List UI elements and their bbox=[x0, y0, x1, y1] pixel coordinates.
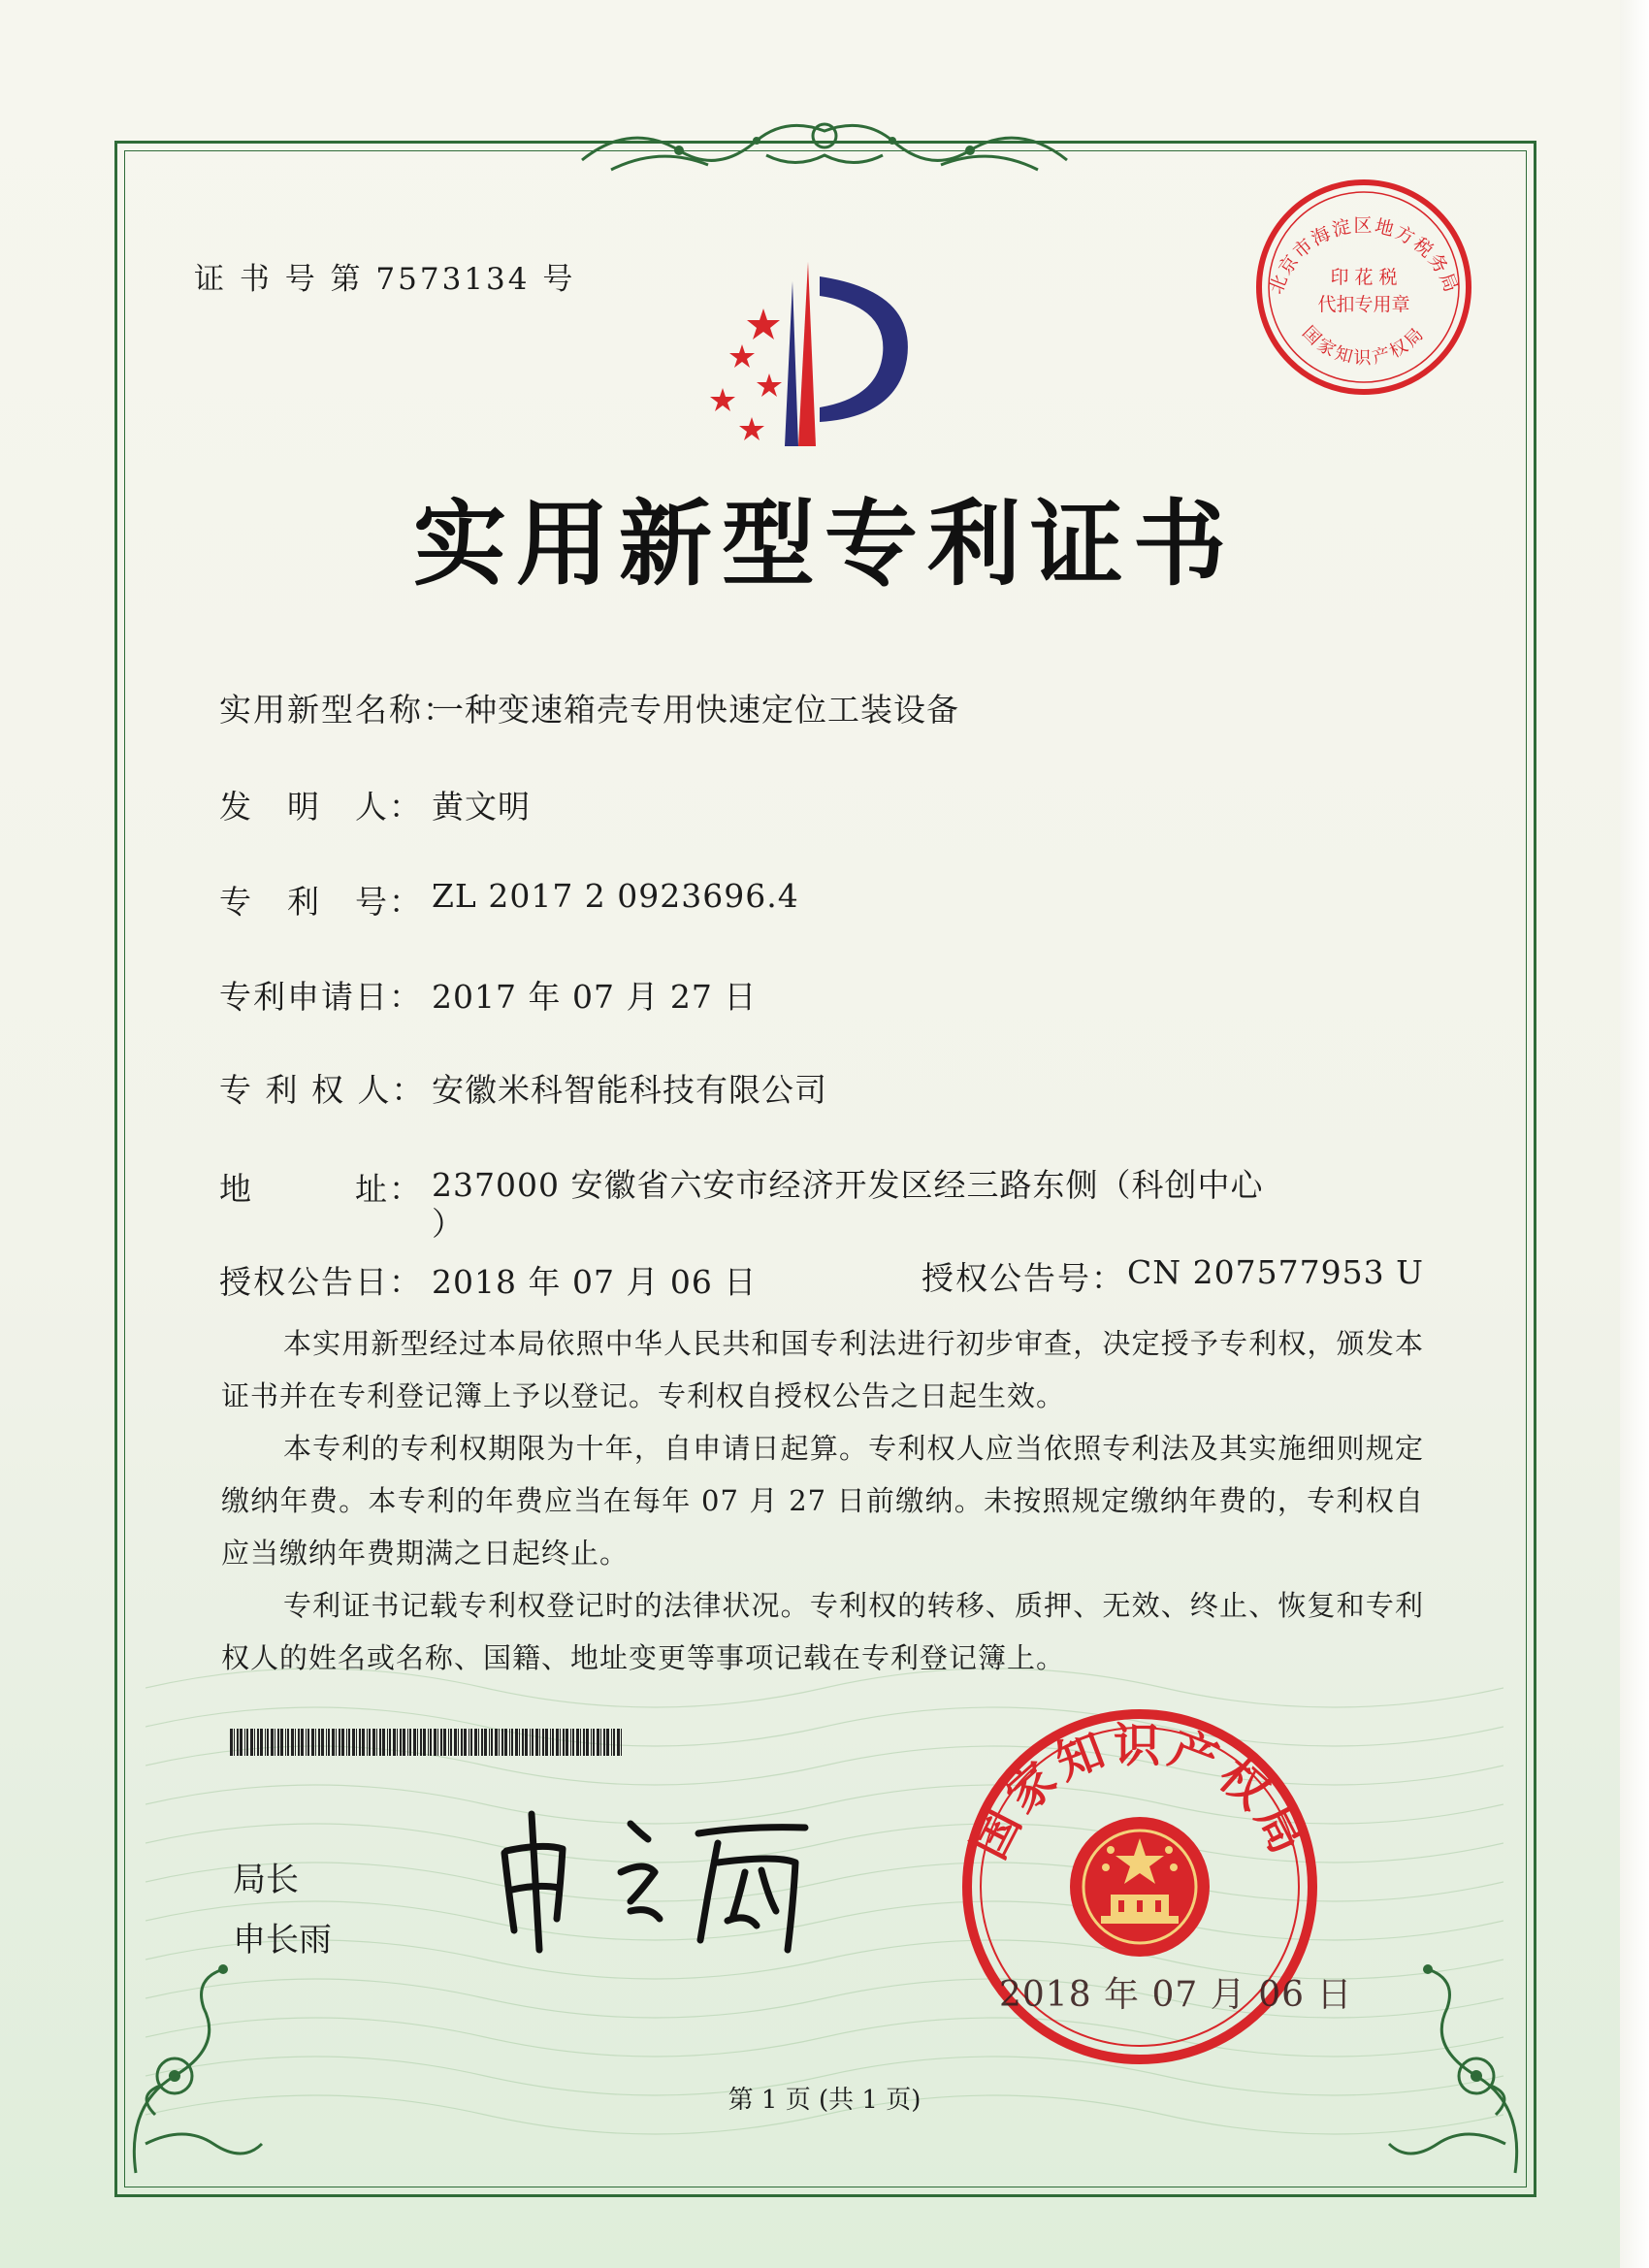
field-value-announcement-number: CN 207577953 U bbox=[1127, 1253, 1424, 1291]
field-label-inventor: 发 明 人： bbox=[219, 788, 423, 826]
field-label-name: 实用新型名称： bbox=[219, 691, 457, 729]
field-value-address-line2: ） bbox=[432, 1205, 465, 1243]
svg-text:国家知识产权局 bbox=[1298, 322, 1430, 368]
field-value-application-date: 2017 年 07 月 27 日 bbox=[432, 978, 758, 1016]
seal-date: 2018 年 07 月 06 日 bbox=[999, 1975, 1353, 2015]
field-value-inventor: 黄文明 bbox=[432, 788, 531, 826]
field-label-address: 地 址： bbox=[219, 1170, 423, 1208]
page-number: 第 1 页 (共 1 页) bbox=[728, 2086, 922, 2115]
field-label-patentee: 专 利 权 人： bbox=[219, 1071, 426, 1109]
tax-stamp-outer-text: 北京市海淀区地方税务局 bbox=[1265, 214, 1463, 298]
paragraph-legal-status: 专利证书记载专利权登记时的法律状况。专利权的转移、质押、无效、终止、恢复和专利权人的姓名或名称、国籍、地址变更等事项记载在专利登记簿上。 bbox=[221, 1589, 1424, 1674]
tax-stamp bbox=[1251, 175, 1476, 400]
official-seal-text: 国家知识产权局 bbox=[961, 1718, 1318, 1868]
director-signature bbox=[485, 1804, 854, 1960]
tax-stamp-line1: 印 花 税 bbox=[1330, 267, 1398, 288]
tax-stamp-line2: 代扣专用章 bbox=[1317, 294, 1410, 315]
bottom-left-ornament bbox=[116, 1950, 281, 2183]
tax-stamp-bottom-text: 国家知识产权局 bbox=[1298, 322, 1430, 369]
field-value-address: 237000 安徽省六安市经济开发区经三路东侧（科创中心 bbox=[432, 1166, 1264, 1204]
paper-edge bbox=[1620, 0, 1649, 2268]
paragraph-term: 本专利的专利权期限为十年，自申请日起算。专利权人应当依照专利法及其实施细则规定缴纳年费。本专利的年费应当在每年 07 月 27 日前缴纳。未按照规定缴纳年费的，专利权自应当缴纳年费期满之日起终止。 bbox=[221, 1432, 1424, 1570]
bottom-right-ornament bbox=[1370, 1950, 1535, 2183]
director-title: 局长 bbox=[233, 1861, 299, 1899]
field-value-grant-date: 2018 年 07 月 06 日 bbox=[432, 1263, 758, 1301]
national-emblem bbox=[1070, 1817, 1210, 1957]
barcode bbox=[230, 1729, 628, 1756]
paragraph-grant: 本实用新型经过本局依照中华人民共和国专利法进行初步审查，决定授予专利权，颁发本证书并在专利登记簿上予以登记。专利权自授权公告之日起生效。 bbox=[221, 1327, 1424, 1412]
field-value-patent-number: ZL 2017 2 0923696.4 bbox=[432, 877, 799, 915]
director-name: 申长雨 bbox=[233, 1921, 332, 1960]
patent-office-logo bbox=[684, 252, 936, 456]
certificate-number: 证 书 号 第 7573134 号 bbox=[194, 262, 576, 297]
field-label-announcement-number: 授权公告号： bbox=[922, 1259, 1125, 1297]
field-value-name: 一种变速箱壳专用快速定位工装设备 bbox=[432, 691, 959, 729]
field-label-grant-date: 授权公告日： bbox=[219, 1263, 423, 1301]
top-ornament bbox=[572, 102, 1077, 189]
certificate-title: 实用新型专利证书 bbox=[413, 489, 1236, 599]
field-value-patentee: 安徽米科智能科技有限公司 bbox=[432, 1071, 827, 1109]
field-label-patent-number: 专 利 号： bbox=[219, 883, 423, 921]
field-label-application-date: 专利申请日： bbox=[219, 978, 423, 1016]
